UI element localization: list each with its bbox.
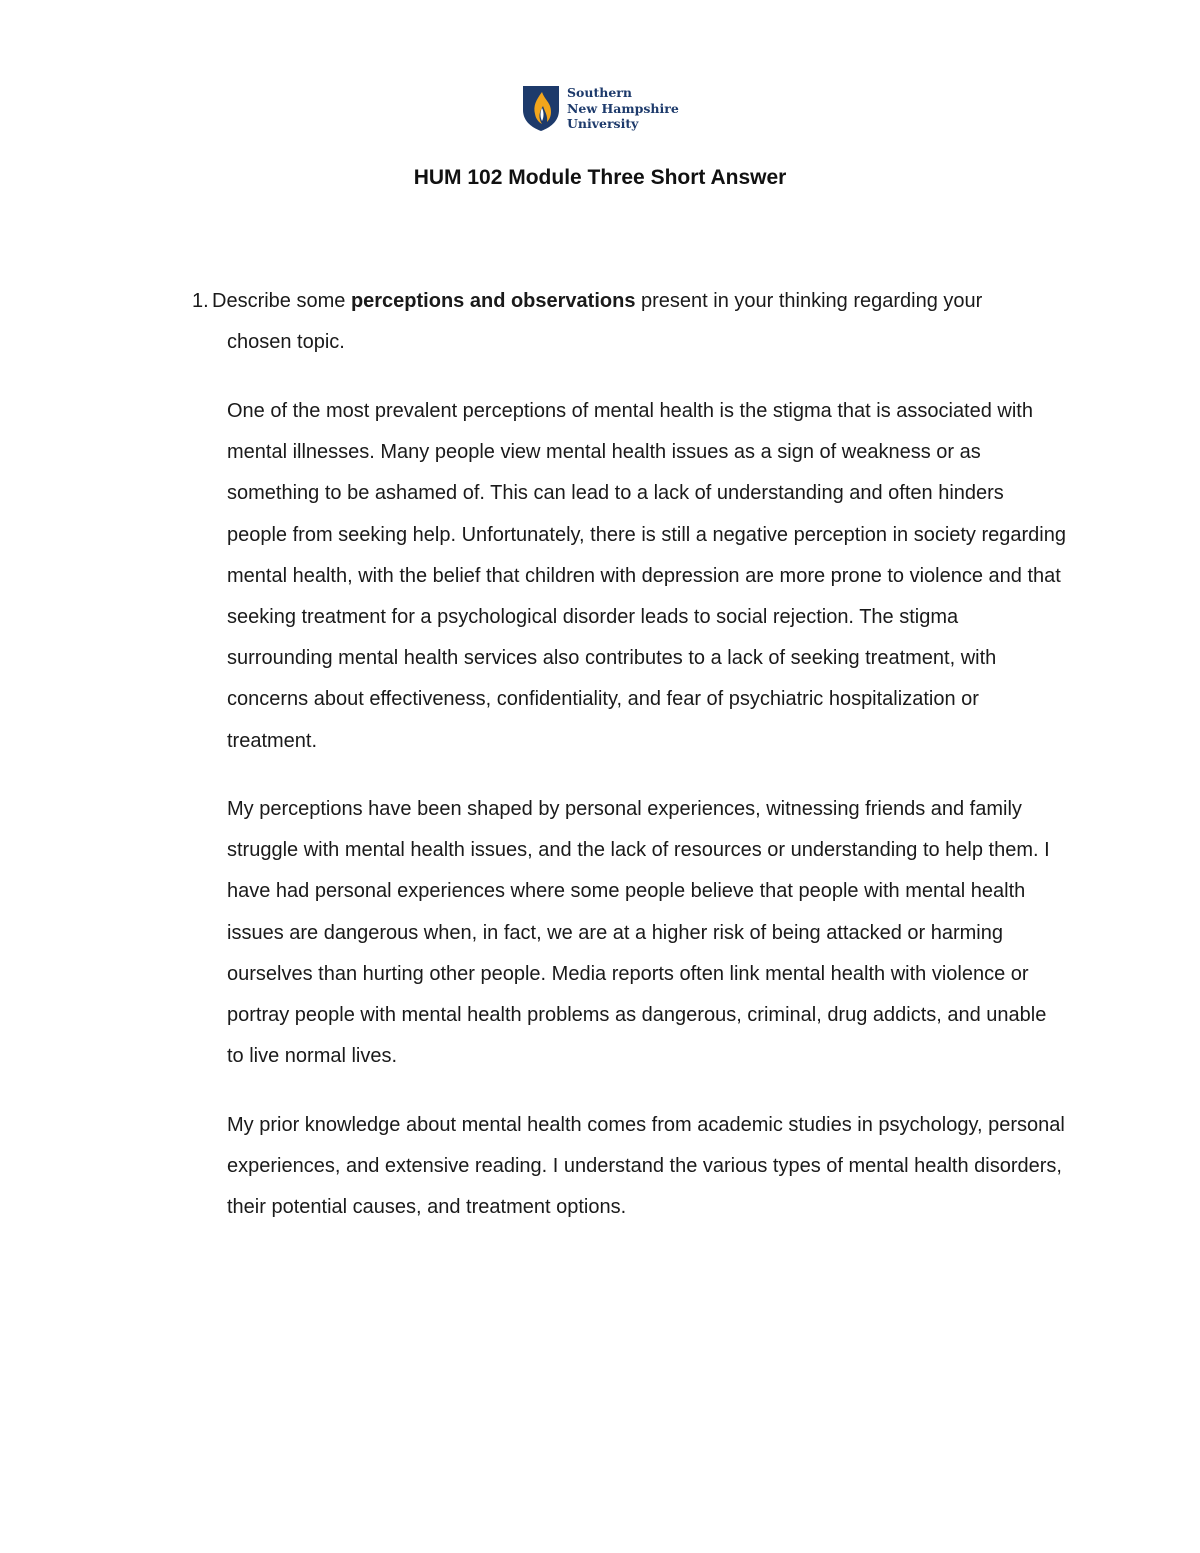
logo-wordmark	[567, 85, 679, 132]
logo-line-1: Southern	[567, 85, 632, 100]
question-prefix: Describe some	[212, 290, 351, 312]
answer-paragraph-1: One of the most prevalent perceptions of mental health is the stigma that is associated with mental illnesses. Many people view mental health issues as a sign of weakness or as something to be ashamed of. This can lead to a lack of understanding and often hinders people from seeking help. Unfortunately, there is still a negative perception in society regarding mental health, with the belief that children with depression are more prone to violence and that seeking treatment for a psychological disorder leads to social rejection. The stigma surrounding mental health services also contributes to a lack of seeking treatment, with concerns about effectiveness, confidentiality, and fear of psychiatric hospitalization or treatment.	[227, 400, 1066, 752]
answer-paragraph-3: My prior knowledge about mental health comes from academic studies in psychology, personal experiences, and extensive reading. I understand the various types of mental health disorders, their potential causes, and treatment options.	[227, 1114, 1065, 1219]
question-emphasis: perceptions and observations	[350, 290, 636, 312]
answer-paragraph-2: My perceptions have been shaped by personal experiences, witnessing friends and family struggle with mental health issues, and the lack of resources or understanding to help them. I have had personal experiences where some people believe that people with mental health issues are dangerous when, in fact, we are at a higher risk of being attacked or harming ourselves than hurting other people. Media reports often link mental health with violence or portray people with mental health problems as dangerous, criminal, drug addicts, and unable to live normal lives.	[227, 798, 1050, 1068]
logo-line-3: University	[567, 116, 639, 131]
document-title: HUM 102 Module Three Short Answer	[413, 166, 787, 189]
question-1	[192, 281, 1042, 363]
logo-line-2: New Hampshire	[567, 100, 679, 116]
university-logo	[521, 84, 696, 134]
question-number: 1.	[192, 290, 209, 312]
question-suffix: present in your thinking regarding your chosen topic.	[227, 290, 983, 354]
question-text	[212, 281, 1042, 363]
flame-shield-icon	[521, 84, 561, 132]
